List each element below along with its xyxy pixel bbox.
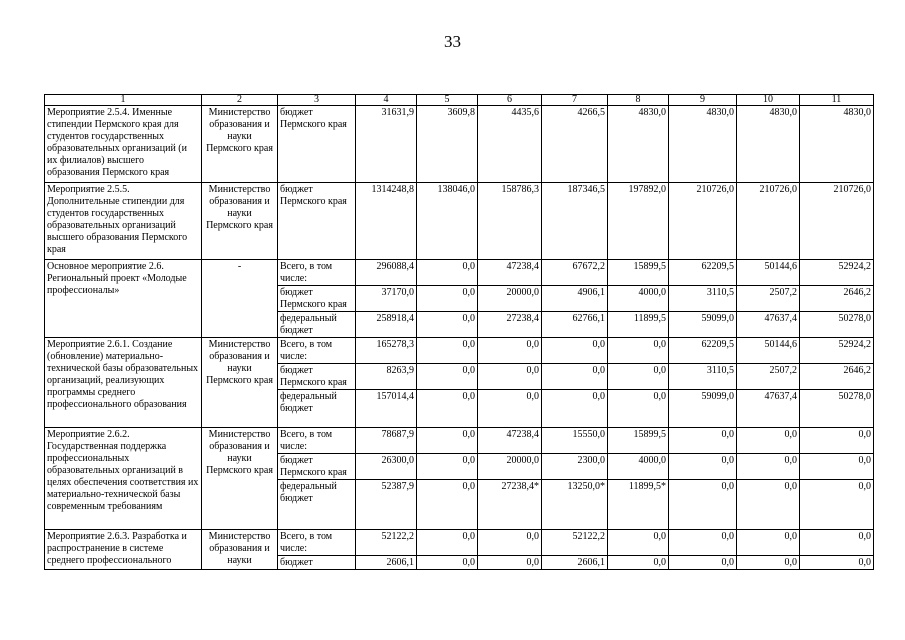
value-cell: 1314248,8 [356, 183, 417, 260]
executor: Министерство образования и науки Пермского края [202, 428, 278, 530]
value-cell: 0,0 [608, 556, 669, 570]
funding-source: бюджет Пермского края [278, 454, 356, 480]
value-cell: 27238,4* [478, 480, 542, 530]
value-cell: 0,0 [417, 364, 478, 390]
value-cell: 0,0 [542, 364, 608, 390]
value-cell: 0,0 [608, 364, 669, 390]
activity-name: Мероприятие 2.6.2. Государственная поддержка профессиональных образовательных организаций в целях обеспечения соответствия их материально-технической базы современным требованиям [45, 428, 202, 530]
value-cell: 20000,0 [478, 454, 542, 480]
executor: Министерство образования и науки Пермского края [202, 106, 278, 183]
value-cell: 0,0 [669, 428, 737, 454]
value-cell: 4000,0 [608, 286, 669, 312]
value-cell: 258918,4 [356, 312, 417, 338]
value-cell: 0,0 [417, 480, 478, 530]
value-cell: 0,0 [417, 390, 478, 428]
value-cell: 52924,2 [800, 338, 874, 364]
column-header: 6 [478, 95, 542, 106]
value-cell: 157014,4 [356, 390, 417, 428]
value-cell: 4906,1 [542, 286, 608, 312]
value-cell: 0,0 [800, 454, 874, 480]
value-cell: 2606,1 [356, 556, 417, 570]
value-cell: 20000,0 [478, 286, 542, 312]
value-cell: 52122,2 [542, 530, 608, 556]
table-row [45, 106, 874, 183]
value-cell: 0,0 [800, 428, 874, 454]
column-header: 7 [542, 95, 608, 106]
value-cell: 50278,0 [800, 390, 874, 428]
value-cell: 0,0 [542, 338, 608, 364]
value-cell: 11899,5 [608, 312, 669, 338]
value-cell: 8263,9 [356, 364, 417, 390]
value-cell: 0,0 [800, 556, 874, 570]
value-cell: 26300,0 [356, 454, 417, 480]
value-cell: 50144,6 [737, 260, 800, 286]
value-cell: 2300,0 [542, 454, 608, 480]
value-cell: 0,0 [478, 390, 542, 428]
value-cell: 0,0 [417, 338, 478, 364]
value-cell: 0,0 [737, 556, 800, 570]
value-cell: 62766,1 [542, 312, 608, 338]
table-row [45, 428, 874, 454]
value-cell: 4266,5 [542, 106, 608, 183]
value-cell: 0,0 [417, 312, 478, 338]
value-cell: 2507,2 [737, 364, 800, 390]
column-header: 9 [669, 95, 737, 106]
value-cell: 0,0 [737, 428, 800, 454]
value-cell: 13250,0* [542, 480, 608, 530]
value-cell: 11899,5* [608, 480, 669, 530]
column-header: 5 [417, 95, 478, 106]
funding-source: федеральный бюджет [278, 480, 356, 530]
value-cell: 59099,0 [669, 390, 737, 428]
value-cell: 52387,9 [356, 480, 417, 530]
table-row [45, 338, 874, 364]
table-row [45, 530, 874, 556]
value-cell: 4830,0 [608, 106, 669, 183]
funding-source: бюджет Пермского края [278, 106, 356, 183]
table-row [45, 183, 874, 260]
value-cell: 4830,0 [669, 106, 737, 183]
funding-source: бюджет Пермского края [278, 364, 356, 390]
activity-name: Мероприятие 2.6.3. Разработка и распространение в системе среднего профессионального [45, 530, 202, 570]
budget-table [44, 94, 874, 570]
table-row [45, 260, 874, 286]
value-cell: 50278,0 [800, 312, 874, 338]
value-cell: 138046,0 [417, 183, 478, 260]
value-cell: 0,0 [669, 454, 737, 480]
value-cell: 0,0 [542, 390, 608, 428]
value-cell: 0,0 [417, 556, 478, 570]
value-cell: 3110,5 [669, 286, 737, 312]
funding-source: Всего, в том числе: [278, 428, 356, 454]
value-cell: 47238,4 [478, 428, 542, 454]
value-cell: 27238,4 [478, 312, 542, 338]
value-cell: 2646,2 [800, 364, 874, 390]
value-cell: 4000,0 [608, 454, 669, 480]
value-cell: 78687,9 [356, 428, 417, 454]
funding-source: бюджет Пермского края [278, 286, 356, 312]
value-cell: 0,0 [478, 364, 542, 390]
funding-source: бюджет [278, 556, 356, 570]
value-cell: 0,0 [417, 286, 478, 312]
column-header: 8 [608, 95, 669, 106]
value-cell: 0,0 [417, 260, 478, 286]
value-cell: 0,0 [608, 338, 669, 364]
value-cell: 165278,3 [356, 338, 417, 364]
executor: Министерство образования и науки Пермского края [202, 338, 278, 428]
value-cell: 0,0 [737, 530, 800, 556]
value-cell: 0,0 [669, 480, 737, 530]
value-cell: 210726,0 [669, 183, 737, 260]
value-cell: 0,0 [417, 428, 478, 454]
activity-name: Мероприятие 2.5.4. Именные стипендии Пермского края для студентов государственных образовательных организаций (и их филиалов) высшего образования Пермского края [45, 106, 202, 183]
value-cell: 47637,4 [737, 312, 800, 338]
value-cell: 15899,5 [608, 260, 669, 286]
executor: Министерство образования и науки [202, 530, 278, 570]
value-cell: 2606,1 [542, 556, 608, 570]
funding-source: Всего, в том числе: [278, 260, 356, 286]
column-header: 10 [737, 95, 800, 106]
value-cell: 50144,6 [737, 338, 800, 364]
value-cell: 47238,4 [478, 260, 542, 286]
value-cell: 0,0 [737, 480, 800, 530]
value-cell: 4435,6 [478, 106, 542, 183]
header-row [45, 95, 874, 106]
value-cell: 210726,0 [737, 183, 800, 260]
value-cell: 67672,2 [542, 260, 608, 286]
value-cell: 52924,2 [800, 260, 874, 286]
activity-name: Основное мероприятие 2.6. Региональный проект «Молодые профессионалы» [45, 260, 202, 338]
funding-source: федеральный бюджет [278, 390, 356, 428]
value-cell: 4830,0 [800, 106, 874, 183]
value-cell: 52122,2 [356, 530, 417, 556]
funding-source: бюджет Пермского края [278, 183, 356, 260]
value-cell: 0,0 [478, 530, 542, 556]
value-cell: 62209,5 [669, 338, 737, 364]
column-header: 1 [45, 95, 202, 106]
page-number: 33 [444, 32, 461, 51]
funding-source: Всего, в том числе: [278, 338, 356, 364]
value-cell: 0,0 [669, 530, 737, 556]
funding-source: федеральный бюджет [278, 312, 356, 338]
value-cell: 0,0 [669, 556, 737, 570]
value-cell: 0,0 [800, 530, 874, 556]
column-header: 2 [202, 95, 278, 106]
value-cell: 3609,8 [417, 106, 478, 183]
value-cell: 0,0 [608, 390, 669, 428]
value-cell: 2507,2 [737, 286, 800, 312]
value-cell: 15899,5 [608, 428, 669, 454]
value-cell: 59099,0 [669, 312, 737, 338]
value-cell: 0,0 [800, 480, 874, 530]
value-cell: 15550,0 [542, 428, 608, 454]
activity-name: Мероприятие 2.6.1. Создание (обновление) материально-технической базы образовательных организаций, реализующих программы среднего профессионального образования [45, 338, 202, 428]
value-cell: 0,0 [608, 530, 669, 556]
value-cell: 197892,0 [608, 183, 669, 260]
value-cell: 62209,5 [669, 260, 737, 286]
value-cell: 4830,0 [737, 106, 800, 183]
value-cell: 3110,5 [669, 364, 737, 390]
value-cell: 0,0 [478, 338, 542, 364]
executor: Министерство образования и науки Пермского края [202, 183, 278, 260]
value-cell: 187346,5 [542, 183, 608, 260]
value-cell: 47637,4 [737, 390, 800, 428]
executor: - [202, 260, 278, 338]
value-cell: 2646,2 [800, 286, 874, 312]
value-cell: 158786,3 [478, 183, 542, 260]
column-header: 4 [356, 95, 417, 106]
value-cell: 210726,0 [800, 183, 874, 260]
column-header: 3 [278, 95, 356, 106]
value-cell: 31631,9 [356, 106, 417, 183]
value-cell: 296088,4 [356, 260, 417, 286]
value-cell: 0,0 [478, 556, 542, 570]
value-cell: 37170,0 [356, 286, 417, 312]
value-cell: 0,0 [417, 454, 478, 480]
funding-source: Всего, в том числе: [278, 530, 356, 556]
activity-name: Мероприятие 2.5.5. Дополнительные стипендии для студентов государственных образовательных организаций высшего образования Пермского края [45, 183, 202, 260]
column-header: 11 [800, 95, 874, 106]
value-cell: 0,0 [417, 530, 478, 556]
value-cell: 0,0 [737, 454, 800, 480]
